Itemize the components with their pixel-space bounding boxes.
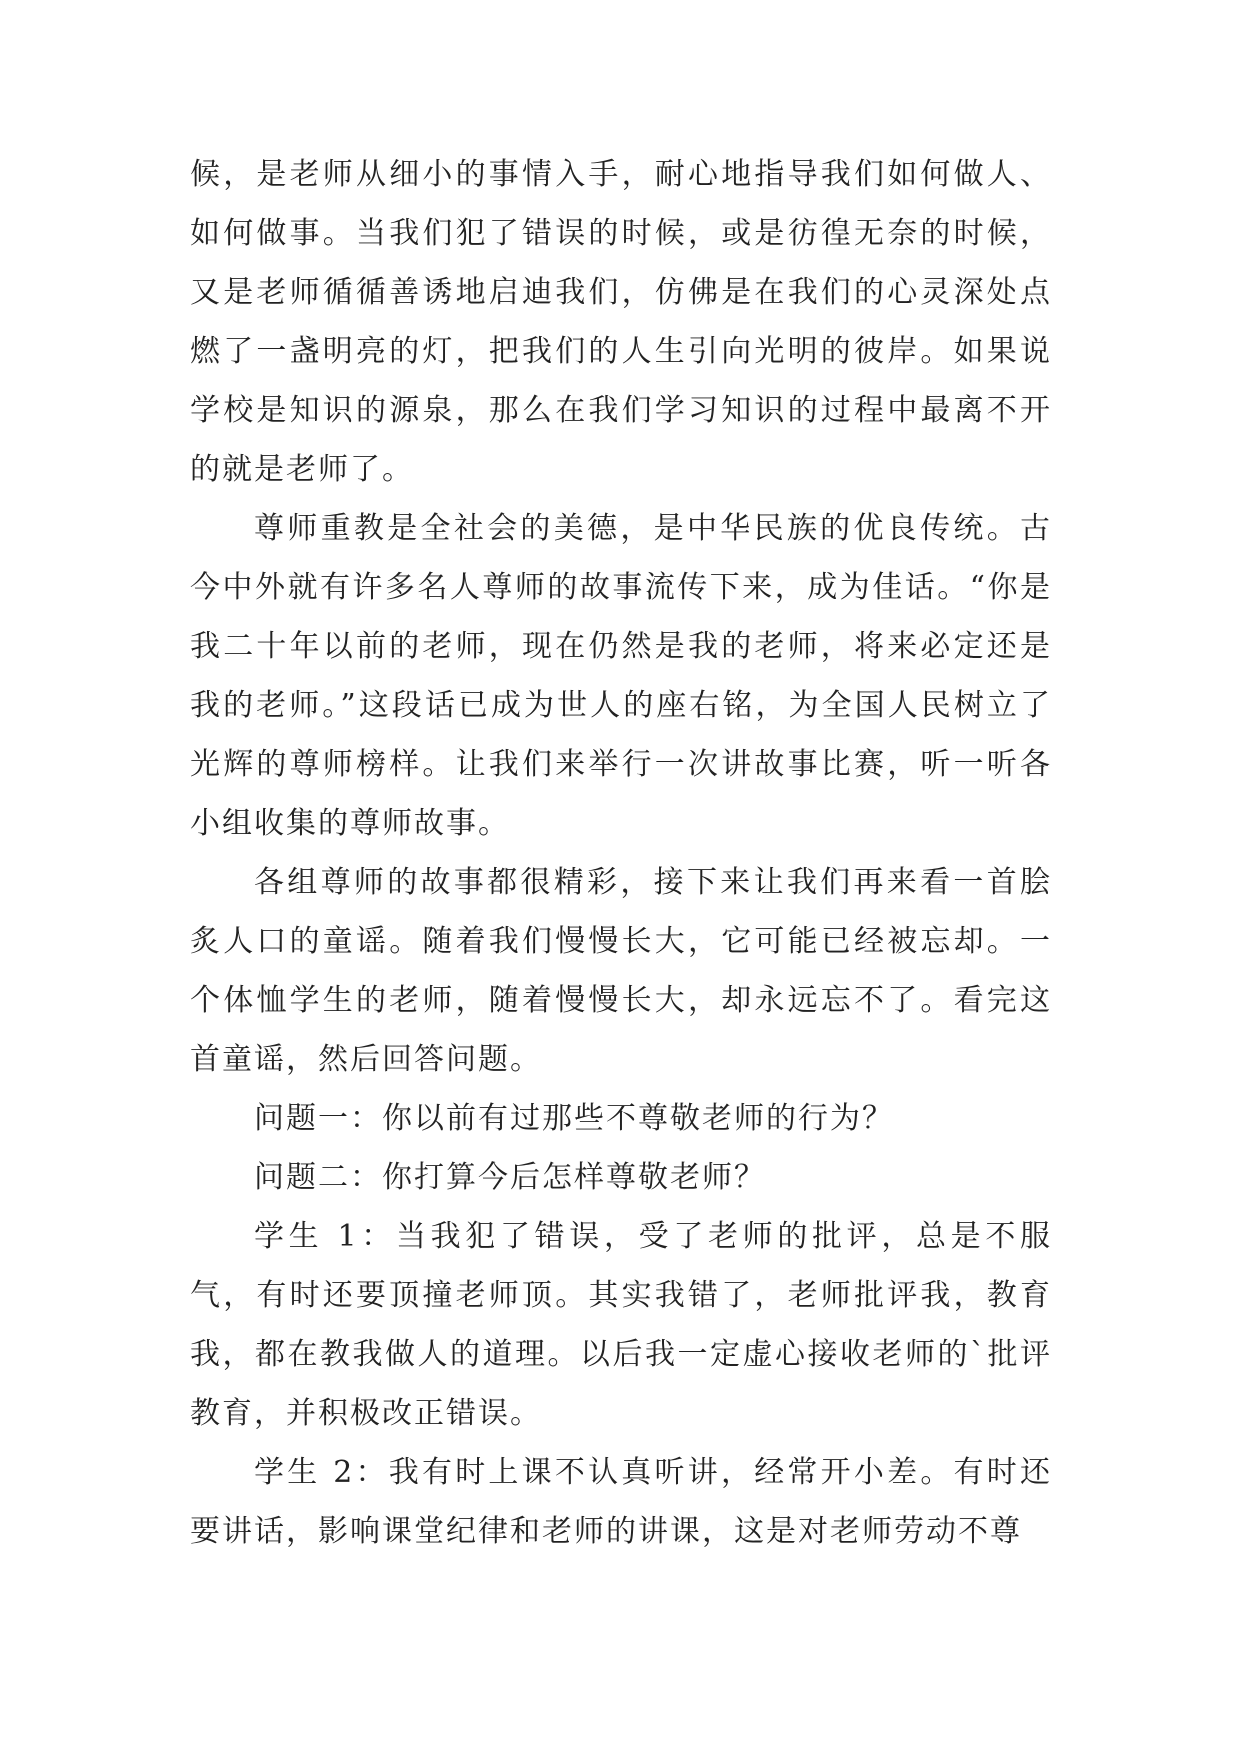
question-1: 问题一：你以前有过那些不尊敬老师的行为？ [254, 1101, 894, 1136]
body-text [190, 145, 1052, 1561]
student-answer-2: 学生 2：我有时上课不认真听讲，经常开小差。有时还要讲话，影响课堂纪律和老师的讲课，这是对老师劳动不尊 [190, 1455, 1052, 1549]
paragraph-1: 候，是老师从细小的事情入手，耐心地指导我们如何做人、如何做事。当我们犯了错误的时候，或是彷徨无奈的时候，又是老师循循善诱地启迪我们，仿佛是在我们的心灵深处点燃了一盏明亮的灯，把我们的人生引向光明的彼岸。如果说学校是知识的源泉，那么在我们学习知识的过程中最离不开的就是老师了。 [190, 157, 1052, 487]
paragraph-3: 各组尊师的故事都很精彩，接下来让我们再来看一首脍炙人口的童谣。随着我们慢慢长大，它可能已经被忘却。一个体恤学生的老师，随着慢慢长大，却永远忘不了。看完这首童谣，然后回答问题。 [190, 865, 1052, 1077]
question-2: 问题二：你打算今后怎样尊敬老师？ [254, 1160, 766, 1195]
paragraph-2: 尊师重教是全社会的美德，是中华民族的优良传统。古今中外就有许多名人尊师的故事流传下来，成为佳话。“你是我二十年以前的老师，现在仍然是我的老师，将来必定还是我的老师。”这段话已成为世人的座右铭，为全国人民树立了光辉的尊师榜样。让我们来举行一次讲故事比赛，听一听各小组收集的尊师故事。 [190, 511, 1052, 841]
student-answer-1: 学生 1：当我犯了错误，受了老师的批评，总是不服气，有时还要顶撞老师顶。其实我错了，老师批评我，教育我，都在教我做人的道理。以后我一定虚心接收老师的`批评教育，并积极改正错误。 [190, 1219, 1052, 1431]
